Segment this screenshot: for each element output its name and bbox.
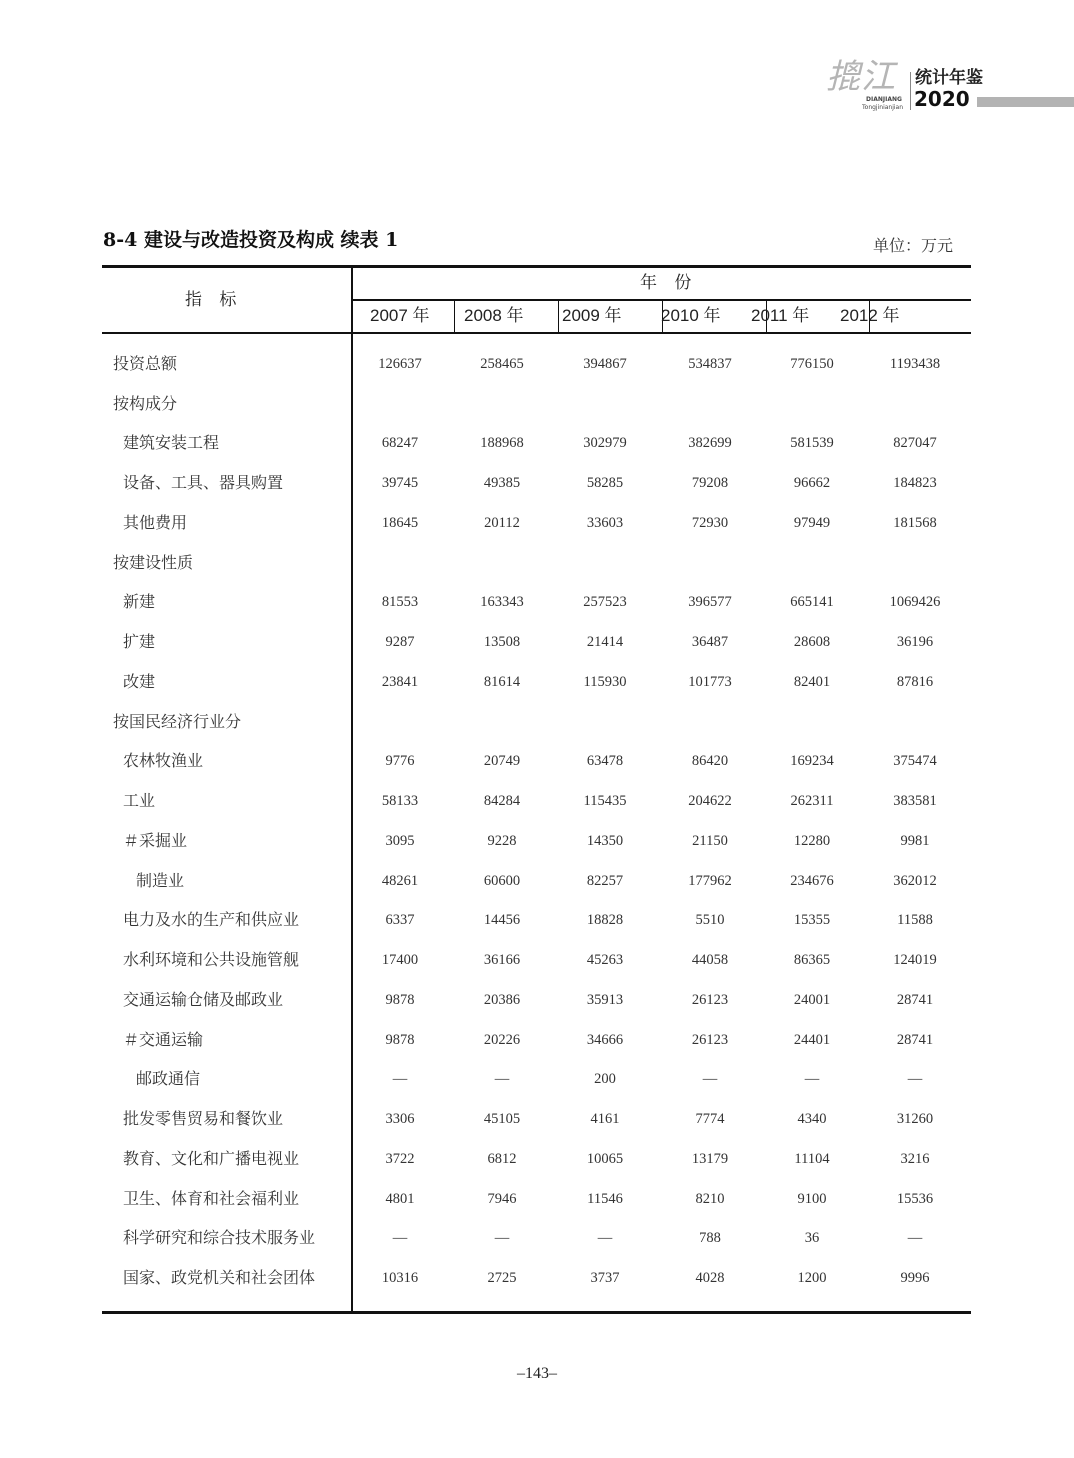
table-cell: 28741 [896,991,934,1008]
table-cell: 396577 [688,594,732,611]
table-cell: 115435 [583,793,627,810]
row-label: 扩建 [123,632,156,652]
row-label: 科学研究和综合技术服务业 [123,1228,316,1248]
table-cell: 18828 [586,912,624,929]
table-cell: 20386 [483,991,521,1008]
row-label: 批发零售贸易和餐饮业 [123,1109,284,1129]
table-cell: 184823 [893,475,937,492]
row-label: 按构成分 [113,393,178,413]
table-cell: 36166 [483,952,521,969]
logo-calligraphy: 𢱧江 [826,57,896,97]
table-cell: 3216 [900,1150,930,1167]
table-cell: 4801 [385,1190,415,1207]
table-cell: 72930 [691,514,729,531]
table-cell: 204622 [688,793,732,810]
table-cell: 9100 [797,1190,827,1207]
year-header-2012: 2012 年 [840,306,900,325]
table-cell: 45105 [483,1111,521,1128]
row-label: 工业 [123,791,156,811]
table-cell: 200 [594,1071,616,1088]
table-cell: 48261 [381,872,419,889]
table-cell: 258465 [480,356,524,372]
table-cell: 49385 [483,475,521,492]
page-number: –143– [517,1365,557,1382]
table-cell: 12280 [793,832,831,849]
table-cell: 45263 [586,952,624,969]
row-label: 投资总额 [113,354,178,373]
table-cell: 234676 [790,872,834,889]
table-cell: 262311 [790,793,834,810]
year-divider [558,300,559,333]
table-cell: 665141 [790,594,834,611]
yearbook-year: 2020 [914,87,970,111]
table-cell: 36487 [691,634,729,651]
table-cell: 17400 [381,952,419,969]
table-cell: 4161 [590,1111,620,1128]
table-cell: 24001 [793,991,831,1008]
table-cell: 84284 [483,793,521,810]
table-cell: 2725 [487,1270,517,1287]
table-cell: 36 [804,1230,820,1247]
table-cell: 827047 [893,435,937,452]
table-cell: 3095 [385,832,415,849]
table-cell: 9228 [487,832,517,849]
row-label: 其他费用 [123,512,188,532]
table-cell: — [907,1071,923,1088]
table-cell: 87816 [896,673,934,690]
table-cell: 375474 [893,753,937,770]
table-cell: 20226 [483,1031,521,1048]
table-cell: 302979 [583,435,627,452]
table-cell: 58133 [381,793,419,810]
table-cell: 24401 [793,1031,831,1048]
table-cell: 169234 [790,753,834,770]
table-cell: 7946 [487,1190,517,1207]
table-cell: — [804,1071,820,1088]
table-cell: 383581 [893,793,937,810]
logo-divider [910,72,911,110]
row-label: 电力及水的生产和供应业 [123,910,300,930]
table-cell: 26123 [691,991,729,1008]
table-cell: 10065 [586,1150,624,1167]
table-cell: 13508 [483,634,521,651]
table-cell: — [907,1230,923,1247]
year-header-2007: 2007 年 [370,306,430,325]
table-cell: 776150 [790,356,834,372]
table-cell: 534837 [688,356,732,372]
header-gray-bar [977,97,1074,107]
table-cell: 11546 [587,1190,623,1207]
yearbook-title: 统计年鉴 [915,68,983,88]
table-cell: — [392,1071,408,1088]
header-bottom-rule [102,332,971,334]
table-cell: 31260 [896,1111,934,1128]
table-cell: 126637 [378,356,422,372]
table-cell: 124019 [893,952,937,969]
table-cell: 13179 [691,1150,729,1167]
table-cell: 10316 [381,1270,419,1287]
table-cell: 101773 [688,673,732,690]
row-label: 农林牧渔业 [123,751,204,771]
row-label: ＃交通运输 [123,1029,204,1049]
logo-subtitle-pinyin-2: Tongjinianjian [862,104,904,111]
table-title: 8-4 建设与改造投资及构成 续表 1 [103,229,399,251]
table-cell: 382699 [688,435,732,452]
table-cell: 3722 [385,1150,415,1167]
table-cell: 82257 [586,872,624,889]
year-header-2010: 2010 年 [661,306,721,325]
table-cell: 9776 [385,753,415,770]
table-cell: 9996 [900,1270,930,1287]
table-cell: 18645 [381,514,419,531]
table-cell: 20112 [484,514,520,531]
table-cell: 394867 [583,356,627,372]
table-cell: 14350 [586,832,624,849]
year-header-2011: 2011 年 [751,306,810,325]
unit-label: 单位：万元 [873,236,954,255]
table-cell: 81553 [381,594,419,611]
table-cell: 96662 [793,475,831,492]
table-cell: 7774 [695,1111,725,1128]
table-cell: 79208 [691,475,729,492]
table-cell: 39745 [381,475,419,492]
table-cell: — [392,1230,408,1247]
table-cell: 44058 [691,952,729,969]
table-cell: 11104 [794,1150,830,1167]
table-cell: 63478 [586,753,624,770]
table-cell: — [597,1230,613,1247]
table-cell: 82401 [793,673,831,690]
row-label: 按国民经济行业分 [113,711,242,731]
row-label: 改建 [123,671,156,691]
table-cell: 6337 [385,912,415,929]
table-cell: 58285 [586,475,624,492]
table-cell: 28608 [793,634,831,651]
table-cell: 4028 [695,1270,725,1287]
row-label: 国家、政党机关和社会团体 [123,1268,316,1288]
table-cell: 97949 [793,514,831,531]
table-cell: 34666 [586,1031,624,1048]
table-cell: 23841 [381,673,419,690]
header-year: 年 份 [640,273,698,293]
table-cell: 81614 [483,673,521,690]
table-cell: 36196 [896,634,934,651]
table-cell: 163343 [480,594,524,611]
table-cell: 21150 [692,832,728,849]
year-header-2008: 2008 年 [464,306,524,325]
row-label: ＃采掘业 [123,830,188,850]
row-label: 设备、工具、器具购置 [123,473,284,493]
table-cell: 20749 [483,753,521,770]
table-bottom-rule [102,1311,971,1314]
table-cell: 26123 [691,1031,729,1048]
row-label: 卫生、体育和社会福利业 [123,1188,300,1208]
row-label: 水利环境和公共设施管舰 [123,950,300,970]
table-cell: 4340 [797,1111,827,1128]
row-label: 制造业 [136,870,185,890]
table-cell: 9878 [385,1031,415,1048]
table-cell: 14456 [483,912,521,929]
table-cell: 1193438 [889,356,941,372]
table-cell: 1069426 [889,594,941,611]
table-cell: 86365 [793,952,831,969]
table-cell: 3306 [385,1111,415,1128]
table-cell: 9878 [385,991,415,1008]
row-label: 新建 [123,592,156,612]
row-label: 交通运输仓储及邮政业 [123,989,284,1009]
logo-subtitle-pinyin: DIANJIANG [866,96,902,103]
table-cell: 5510 [695,912,725,929]
row-label: 建筑安装工程 [123,433,220,453]
year-header-2009: 2009 年 [562,306,622,325]
table-cell: 9981 [900,832,930,849]
table-cell: 115930 [583,673,627,690]
table-cell: 188968 [480,435,524,452]
row-label: 按建设性质 [113,552,194,572]
table-cell: 3737 [590,1270,620,1287]
table-cell: 788 [699,1230,721,1247]
table-cell: 35913 [586,991,624,1008]
table-cell: — [494,1230,510,1247]
table-top-rule [102,265,971,268]
table-cell: 257523 [583,594,627,611]
row-label: 教育、文化和广播电视业 [123,1148,300,1168]
table-cell: 8210 [695,1190,725,1207]
table-cell: 68247 [381,435,419,452]
table-cell: 181568 [893,514,937,531]
table-cell: 1200 [797,1270,827,1287]
table-cell: 60600 [483,872,521,889]
table-cell: 21414 [586,634,624,651]
table-cell: 11588 [897,912,933,929]
table-cell: — [702,1071,718,1088]
table-cell: — [494,1071,510,1088]
year-divider [454,300,455,333]
table-cell: 15536 [896,1190,934,1207]
table-cell: 177962 [688,872,732,889]
table-cell: 581539 [790,435,834,452]
table-cell: 6812 [487,1150,517,1167]
row-label: 邮政通信 [136,1069,201,1089]
table-cell: 15355 [793,912,831,929]
table-cell: 28741 [896,1031,934,1048]
table-cell: 86420 [691,753,729,770]
header-indicator: 指 标 [185,290,243,310]
table-cell: 362012 [893,872,937,889]
table-cell: 33603 [586,514,624,531]
table-cell: 9287 [385,634,415,651]
